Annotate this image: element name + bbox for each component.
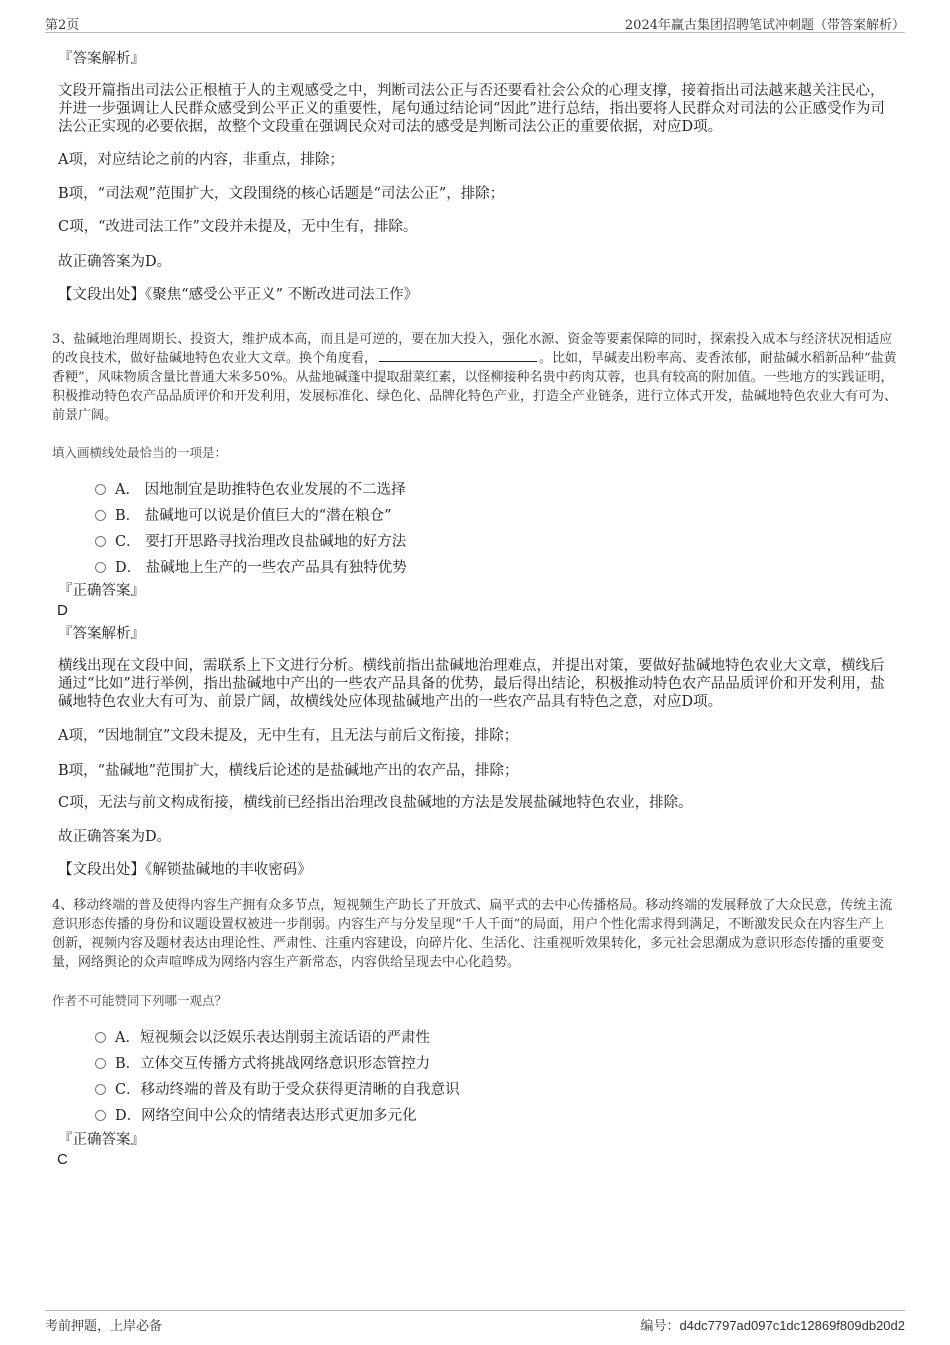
q2-analysis-text: 文段开篇指出司法公正根植于人的主观感受之中，判断司法公正与否还要看社会公众的心理支撑，接着指出司法越来越关注民心，并进一步强调让人民群众感受到公平正义的重要性，尾句通过结论词“因此”进行总结，指出要将人民群众对司法的公正感受作为司法公正实现的必要依据，故整个文段重在强调民众对司法的感受是判断司法公正的重要依据，对应D项。 <box>58 83 885 135</box>
q4-option-a[interactable]: A．短视频会以泛娱乐表达削弱主流话语的严肃性 <box>95 1026 430 1047</box>
q2-item-c: C项，“改进司法工作”文段并未提及，无中生有，排除。 <box>58 219 418 235</box>
radio-icon[interactable] <box>95 536 106 547</box>
radio-icon[interactable] <box>95 1032 106 1043</box>
q3-option-a[interactable]: A． 因地制宜是助推特色农业发展的不二选择 <box>95 478 406 499</box>
q4-option-b[interactable]: B．立体交互传播方式将挑战网络意识形态管控力 <box>95 1052 430 1073</box>
q3-analysis-label: 『答案解析』 <box>58 626 145 642</box>
q3-option-b[interactable]: B． 盐碱地可以说是价值巨大的“潜在粮仓” <box>95 504 392 525</box>
q3-blank <box>379 349 537 362</box>
q3-conclusion: 故正确答案为D。 <box>58 829 172 845</box>
q3-source: 【文段出处】《解锁盐碱地的丰收密码》 <box>58 862 312 878</box>
q2-item-a: A项，对应结论之前的内容，非重点，排除； <box>58 152 344 168</box>
q3-item-b: B项，“盐碱地”范围扩大，横线后论述的是盐碱地产出的农产品，排除； <box>58 763 519 779</box>
radio-icon[interactable] <box>95 1110 106 1121</box>
page-number: 第2页 <box>45 18 80 33</box>
q3-stem-before: 3、盐碱地治理周期长、投资大，维护成本高，而且是可逆的，要在加大投入，强化水源、资金等要素保障的同时，探索投入成本与经济状况相适应的改良技术，做好盐碱地特色农业大文章。换个角度看， <box>52 332 893 366</box>
q3-option-c[interactable]: C． 要打开思路寻找治理改良盐碱地的好方法 <box>95 530 406 551</box>
page-footer <box>45 1310 905 1335</box>
q4-option-d[interactable]: D．网络空间中公众的情绪表达形式更加多元化 <box>95 1104 417 1125</box>
q4-stem: 4、移动终端的普及使得内容生产拥有众多节点，短视频生产助长了开放式、扁平式的去中心传播格局。移动终端的发展释放了大众民意，传统主流意识形态传播的身份和议题设置权被进一步削弱。内容生产与分发呈现“千人千面”的局面，用户个性化需求得到满足，不断激发民众在内容生产上创新，视频内容及题材表达由理论性、严肃性、注重内容建设，向碎片化、生活化、注重视听效果转化，多元社会思潮成为意识形态传播的重要变量，网络舆论的众声喧哗成为网络内容生产新常态，内容供给呈现去中心化趋势。 <box>52 898 893 970</box>
q3-stem-after: 。比如，旱碱麦出粉率高、麦香浓郁，耐盐碱水稻新品种“盐黄香粳”，风味物质含量比普通大米多50%。从盐地碱蓬中提取甜菜红素，以怪柳接种名贵中药肉苁蓉，也具有较高的附加值。一些地方的实践证明，积极推动特色农产品品质评价和开发利用，发展标准化、绿色化、品牌化特色产业，打造全产业链条，进行立体式开发，盐碱地特色农业大有可为、前景广阔。 <box>52 351 898 423</box>
radio-icon[interactable] <box>95 562 106 573</box>
q4-prompt: 作者不可能赞同下列哪一观点？ <box>52 993 228 1008</box>
q2-analysis-label: 『答案解析』 <box>58 51 145 67</box>
q3-option-d[interactable]: D． 盐碱地上生产的一些农产品具有独特优势 <box>95 556 407 577</box>
radio-icon[interactable] <box>95 1084 106 1095</box>
q2-source: 【文段出处】《聚焦“感受公平正义” 不断改进司法工作》 <box>58 287 419 303</box>
q3-answer-label: 『正确答案』 <box>58 583 145 599</box>
radio-icon[interactable] <box>95 510 106 521</box>
q3-item-a: A项，“因地制宜”文段未提及，无中生有，且无法与前后文衔接，排除； <box>58 728 519 744</box>
q3-stem <box>52 330 897 425</box>
q2-conclusion: 故正确答案为D。 <box>58 254 172 270</box>
q4-answer-label: 『正确答案』 <box>58 1132 145 1148</box>
page-header <box>45 12 905 33</box>
q4-answer: C <box>57 1151 68 1168</box>
document-code: 编号：d4dc7797ad097c1dc12869f809db20d2 <box>640 1318 905 1333</box>
radio-icon[interactable] <box>95 484 106 495</box>
document-title: 2024年赢古集团招聘笔试冲刺题（带答案解析） <box>624 18 905 33</box>
q4-option-c[interactable]: C．移动终端的普及有助于受众获得更清晰的自我意识 <box>95 1078 460 1099</box>
radio-icon[interactable] <box>95 1058 106 1069</box>
footer-slogan: 考前押题，上岸必备 <box>45 1319 163 1334</box>
q3-analysis-text: 横线出现在文段中间，需联系上下文进行分析。横线前指出盐碱地治理难点，并提出对策，要做好盐碱地特色农业大文章，横线后通过“比如”进行举例，指出盐碱地中产出的一些农产品具备的优势，最后得出结论，积极推动特色农产品品质评价和开发利用，盐碱地特色农业大有可为、前景广阔，故横线处应体现盐碱地产出的一些农产品具有特色之意，对应D项。 <box>58 658 885 710</box>
q2-item-b: B项，“司法观”范围扩大，文段围绕的核心话题是“司法公正”，排除； <box>58 186 505 202</box>
q3-answer: D <box>57 602 68 619</box>
q3-prompt: 填入画横线处最恰当的一项是： <box>52 445 228 460</box>
q3-item-c: C项，无法与前文构成衔接，横线前已经指出治理改良盐碱地的方法是发展盐碱地特色农业，排除。 <box>58 795 693 811</box>
